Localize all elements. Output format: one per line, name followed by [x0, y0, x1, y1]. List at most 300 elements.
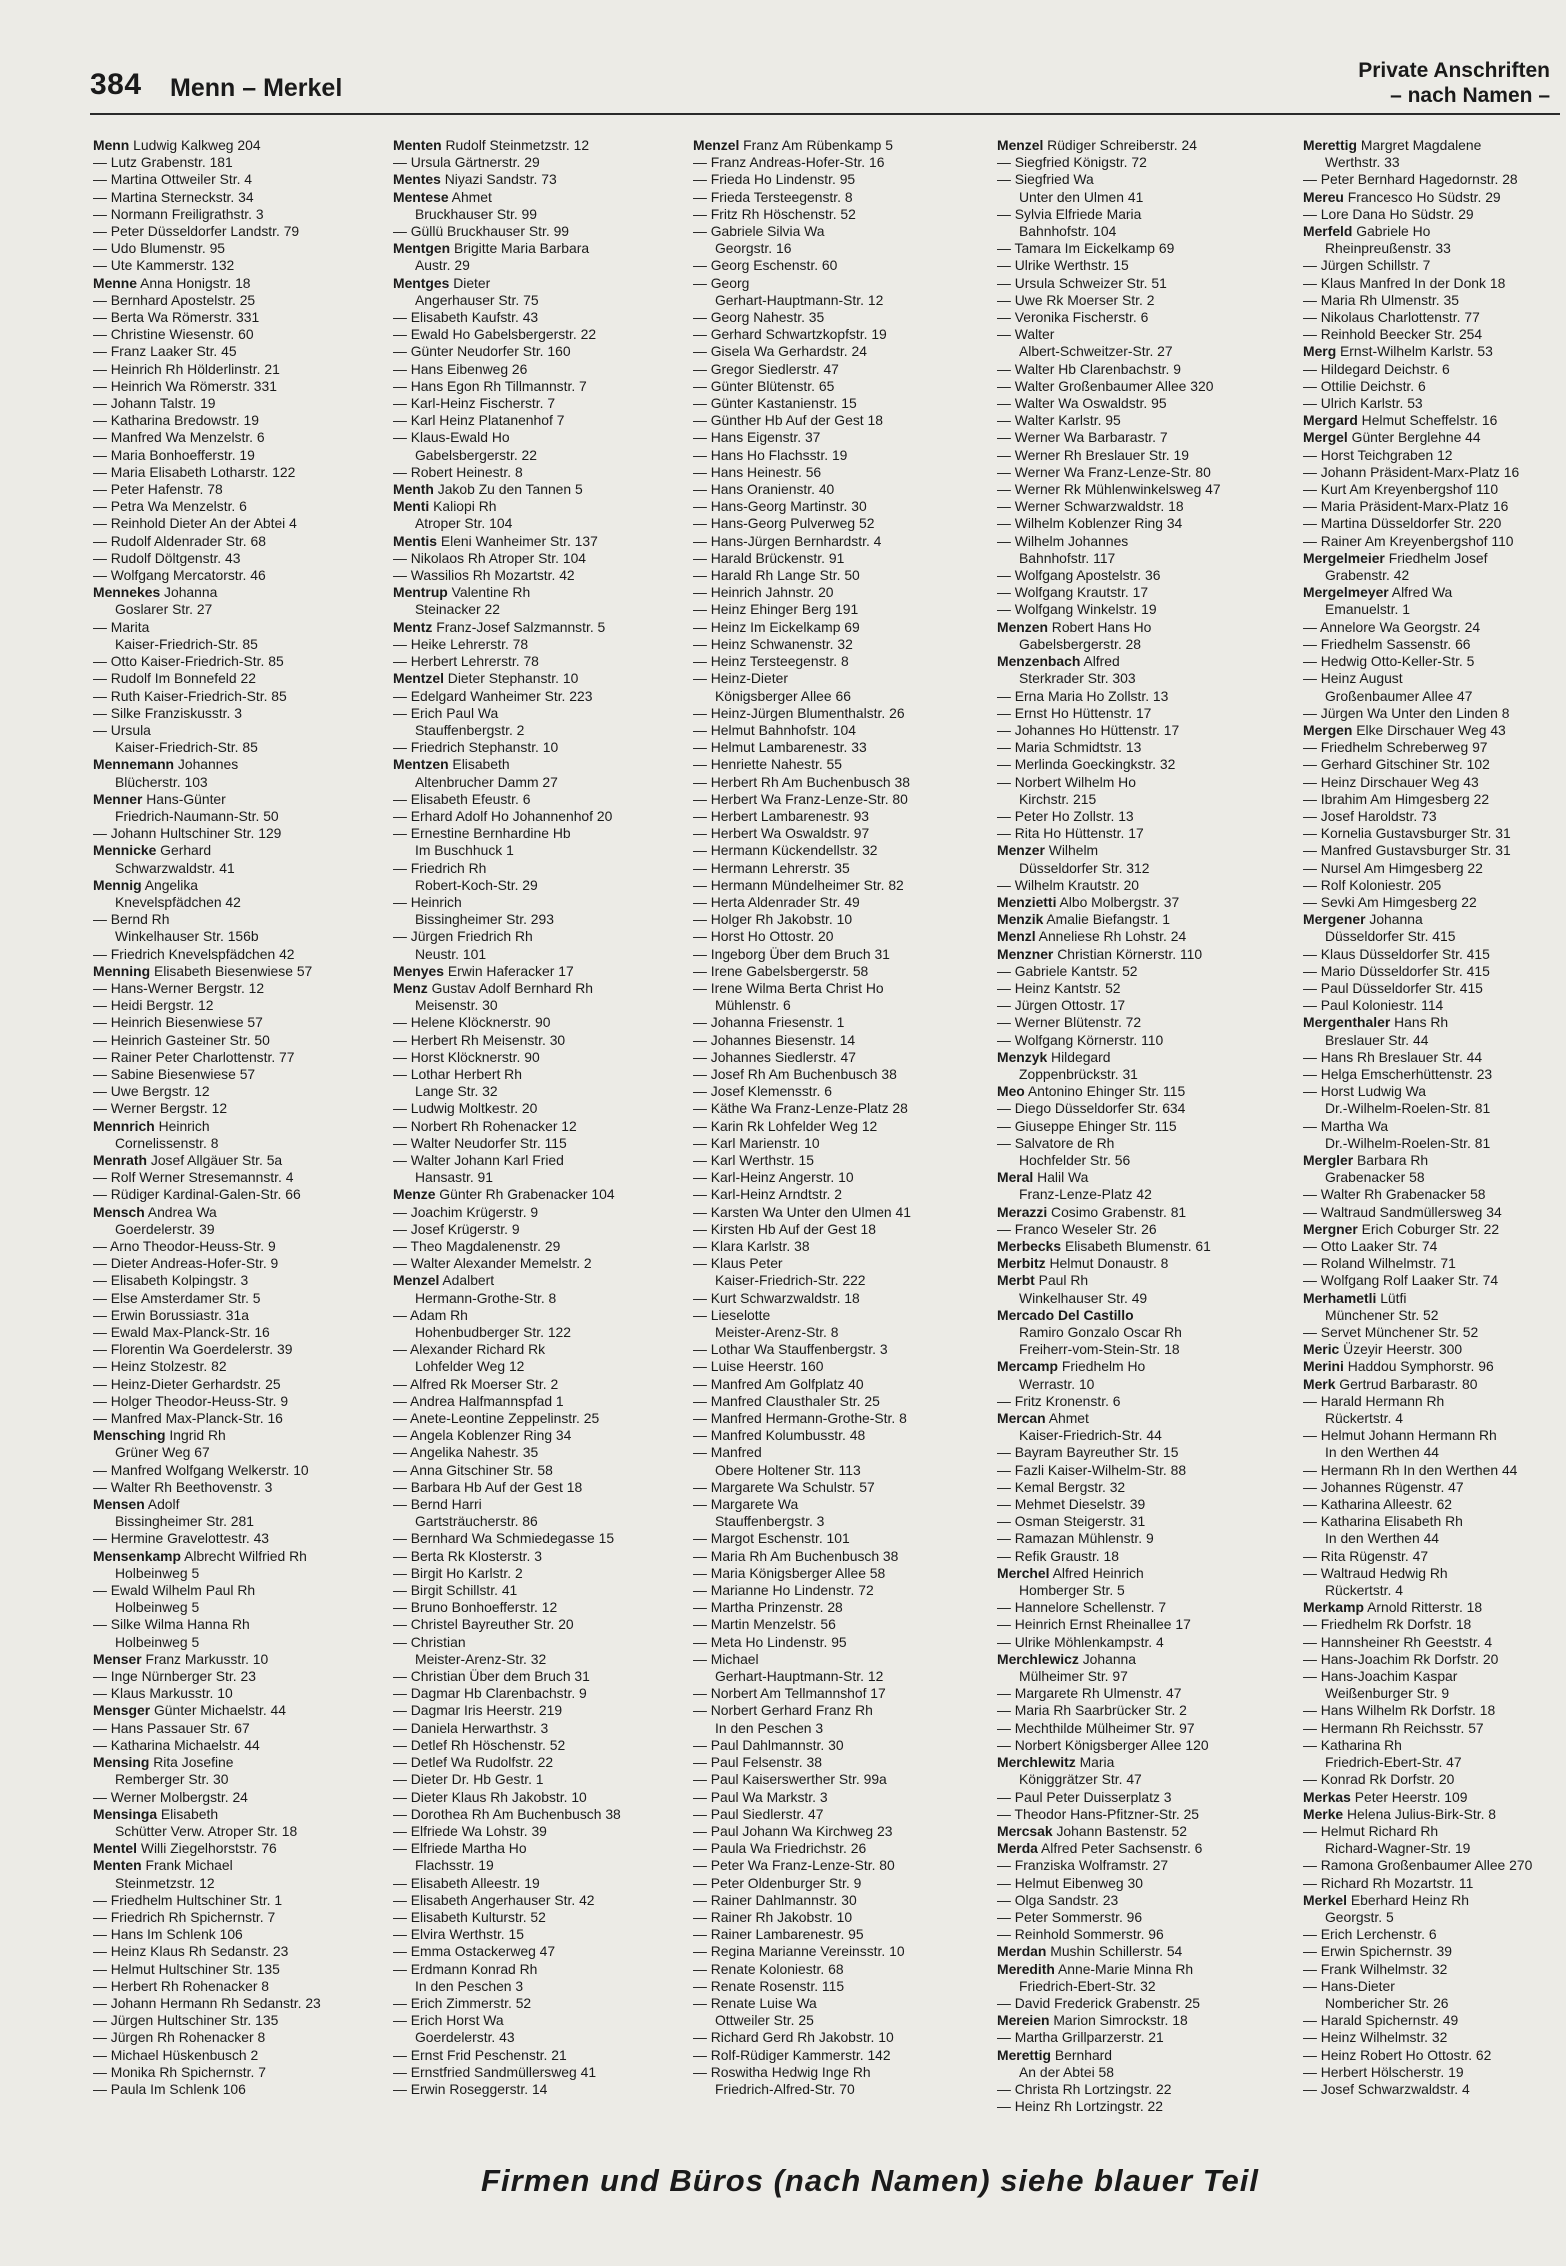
directory-entry: [997, 1771, 1293, 1788]
entry-text: — Rainer Peter Charlottenstr. 77: [93, 1048, 295, 1065]
directory-entry: [693, 1100, 989, 1117]
entry-text: Elke Dirschauer Weg 43: [1352, 721, 1506, 738]
entry-text: — Annelore Wa Georgstr. 24: [1303, 618, 1481, 635]
directory-entry: [997, 533, 1293, 550]
directory-entry: [997, 1427, 1293, 1444]
entry-text: Halil Wa: [1033, 1169, 1089, 1186]
directory-entry: [693, 1014, 989, 1031]
entry-text: — Hermann Rh Reichsstr. 57: [1303, 1719, 1484, 1736]
surname-heading: Mergelmeyer: [1303, 584, 1389, 601]
entry-text: — Fritz Kronenstr. 6: [997, 1392, 1121, 1409]
directory-entry: [93, 1926, 389, 1943]
entry-text: — Andrea Halfmannspfad 1: [393, 1392, 564, 1409]
entry-text: Dr.-Wilhelm-Roelen-Str. 81: [1325, 1134, 1491, 1151]
entry-text: Friedrich-Ebert-Str. 32: [1019, 1977, 1156, 1994]
directory-entry: [93, 997, 389, 1014]
directory-entry: [93, 1754, 389, 1771]
entry-text: Robert Hans Ho: [1047, 618, 1152, 635]
entry-text: — Manfred Clausthaler Str. 25: [693, 1392, 880, 1409]
entry-text: — Hans Eibenweg 26: [393, 360, 528, 377]
entry-text: — Richard Rh Mozartstr. 11: [1303, 1874, 1474, 1891]
directory-entry: [393, 584, 689, 601]
directory-entry: [393, 1204, 689, 1221]
entry-text: — Walter Rh Grabenacker 58: [1303, 1186, 1486, 1203]
directory-entry: [1303, 1255, 1566, 1272]
directory-entry: [693, 1444, 989, 1461]
surname-heading: Mennicke: [93, 842, 157, 859]
entry-text: — Manfred Wolfgang Welkerstr. 10: [93, 1461, 309, 1478]
directory-entry: [693, 378, 989, 395]
entry-text: Goerdelerstr. 39: [115, 1220, 215, 1237]
directory-entry: [997, 1479, 1293, 1496]
directory-entry: [693, 257, 989, 274]
entry-text: — Ruth Kaiser-Friedrich-Str. 85: [93, 687, 287, 704]
entry-text: — Heinz Im Eickelkamp 69: [693, 618, 860, 635]
directory-entry: [693, 1789, 989, 1806]
directory-entry: [393, 171, 689, 188]
entry-text: Helena Julius-Birk-Str. 8: [1343, 1805, 1497, 1822]
directory-entry: [1303, 2029, 1566, 2046]
entry-text: — Silke Wilma Hanna Rh: [93, 1616, 250, 1633]
directory-entry: [1303, 1961, 1566, 1978]
directory-entry: [1303, 1221, 1566, 1238]
directory-entry: [393, 946, 689, 963]
directory-entry: [693, 1720, 989, 1737]
directory-entry: [1303, 980, 1566, 997]
directory-entry: [693, 860, 989, 877]
directory-entry: [693, 1238, 989, 1255]
directory-entry: [997, 1892, 1293, 1909]
entry-text: — Bernhard Wa Schmiedegasse 15: [393, 1530, 615, 1547]
entry-text: — Angela Koblenzer Ring 34: [393, 1427, 572, 1444]
directory-entry: [1303, 1720, 1566, 1737]
directory-entry: [997, 722, 1293, 739]
directory-entry: [1303, 171, 1566, 188]
entry-text: Sterkrader Str. 303: [1019, 670, 1136, 687]
entry-text: — Marita: [93, 618, 150, 635]
surname-heading: Menzen: [997, 618, 1048, 635]
directory-entry: [1303, 464, 1566, 481]
directory-entry: [393, 894, 689, 911]
directory-entry: [997, 1668, 1293, 1685]
entry-text: — Peter Hafenstr. 78: [93, 481, 223, 498]
directory-entry: [393, 1272, 689, 1289]
entry-text: — Siegfried Königstr. 72: [997, 154, 1147, 171]
directory-entry: [997, 1410, 1293, 1427]
entry-text: — Wilhelm Krautstr. 20: [997, 876, 1140, 893]
directory-entry: [693, 842, 989, 859]
directory-entry: [1303, 189, 1566, 206]
directory-entry: [1303, 1995, 1566, 2012]
directory-entry: [997, 1599, 1293, 1616]
entry-text: Heinrich: [154, 1117, 210, 1134]
entry-text: — Maria Schmidtstr. 13: [997, 739, 1142, 756]
entry-text: — Paul Siedlerstr. 47: [693, 1805, 824, 1822]
entry-text: Üzeyir Heerstr. 300: [1339, 1341, 1463, 1358]
surname-heading: Menz: [393, 979, 428, 996]
entry-text: — Horst Klöcknerstr. 90: [393, 1048, 540, 1065]
directory-entry: [1303, 791, 1566, 808]
entry-text: — Hans Rh Breslauer Str. 44: [1303, 1048, 1483, 1065]
directory-entry: [693, 1049, 989, 1066]
entry-text: — Luise Heerstr. 160: [693, 1358, 824, 1375]
directory-entry: [693, 1634, 989, 1651]
entry-text: Bahnhofstr. 117: [1019, 549, 1116, 566]
directory-entry: [1303, 498, 1566, 515]
directory-entry: [1303, 1530, 1566, 1547]
directory-entry: [93, 946, 389, 963]
entry-text: Cosimo Grabenstr. 81: [1047, 1203, 1187, 1220]
entry-text: — Heidi Bergstr. 12: [93, 997, 214, 1014]
entry-text: Paul Rh: [1034, 1272, 1089, 1289]
directory-entry: [1303, 946, 1566, 963]
entry-text: — Maria Elisabeth Lotharstr. 122: [93, 463, 296, 480]
surname-heading: Mensenkamp: [93, 1547, 182, 1564]
entry-text: Kaiser-Friedrich-Str. 85: [115, 635, 258, 652]
entry-text: Frank Michael: [141, 1857, 233, 1874]
directory-entry: [693, 1599, 989, 1616]
entry-text: Friedhelm Josef: [1384, 549, 1488, 566]
directory-entry: [693, 1324, 989, 1341]
directory-entry: [997, 171, 1293, 188]
entry-text: — Veronika Fischerstr. 6: [997, 309, 1149, 326]
directory-entry: [93, 1737, 389, 1754]
directory-entry: [997, 1324, 1293, 1341]
entry-text: Schwarzwaldstr. 41: [115, 859, 235, 876]
directory-entry: [393, 1530, 689, 1547]
directory-entry: [997, 429, 1293, 446]
entry-text: — Bernd Rh: [93, 911, 170, 928]
entry-text: Dieter: [449, 274, 491, 291]
entry-text: — Georg Nahestr. 35: [693, 309, 825, 326]
page-header: [90, 58, 1550, 114]
entry-text: In den Peschen 3: [715, 1719, 824, 1736]
surname-heading: Merkel: [1303, 1891, 1348, 1908]
entry-text: — Johann Hultschiner Str. 129: [93, 825, 282, 842]
directory-entry: [1303, 378, 1566, 395]
surname-heading: Merini: [1303, 1358, 1344, 1375]
entry-text: — Heinz-Jürgen Blumenthalstr. 26: [693, 704, 905, 721]
entry-text: Dr.-Wilhelm-Roelen-Str. 81: [1325, 1100, 1491, 1117]
entry-text: Kaiser-Friedrich-Str. 44: [1019, 1427, 1162, 1444]
entry-text: — Dieter Andreas-Hofer-Str. 9: [93, 1255, 279, 1272]
directory-entry: [1303, 412, 1566, 429]
entry-text: — Waltraud Hedwig Rh: [1303, 1564, 1448, 1581]
directory-entry: [393, 1943, 689, 1960]
surname-heading: Mensch: [93, 1203, 145, 1220]
entry-text: Margret Magdalene: [1357, 137, 1482, 153]
directory-entry: [393, 154, 689, 171]
directory-entry: [393, 1255, 689, 1272]
directory-entry: [693, 601, 989, 618]
directory-entry: [393, 860, 689, 877]
entry-text: Antonino Ehinger Str. 115: [1024, 1083, 1186, 1100]
directory-entry: [393, 275, 689, 292]
entry-text: — Olga Sandstr. 23: [997, 1891, 1119, 1908]
entry-text: Johann Bastenstr. 52: [1052, 1822, 1187, 1839]
directory-entry: [393, 1307, 689, 1324]
entry-text: Rudolf Steinmetzstr. 12: [441, 137, 590, 153]
directory-entry: [693, 808, 989, 825]
entry-text: — Gisela Wa Gerhardstr. 24: [693, 343, 867, 360]
directory-entry: [1303, 1100, 1566, 1117]
entry-text: — Paul Dahlmannstr. 30: [693, 1736, 844, 1753]
entry-text: Rückertstr. 4: [1325, 1582, 1403, 1599]
entry-text: — Dieter Dr. Hb Gestr. 1: [393, 1771, 544, 1788]
entry-text: Jakob Zu den Tannen 5: [433, 481, 583, 498]
entry-text: Steinacker 22: [415, 601, 500, 618]
directory-entry: [93, 601, 389, 618]
surname-heading: Merettig: [1303, 137, 1358, 153]
entry-text: Mühlenstr. 6: [715, 997, 791, 1014]
directory-entry: [393, 1909, 689, 1926]
entry-text: — Salvatore de Rh: [997, 1134, 1115, 1151]
entry-text: — Walter Neudorfer Str. 115: [393, 1134, 567, 1151]
entry-text: — Erwin Spichernstr. 39: [1303, 1943, 1452, 1960]
directory-entry: [393, 429, 689, 446]
entry-text: — Horst Teichgraben 12: [1303, 446, 1453, 463]
entry-text: Steinmetzstr. 12: [115, 1874, 215, 1891]
directory-entry: [693, 1875, 989, 1892]
entry-text: Altenbrucher Damm 27: [415, 773, 558, 790]
entry-text: Münchener Str. 52: [1325, 1306, 1439, 1323]
directory-entry: [997, 1169, 1293, 1186]
directory-entry: [93, 636, 389, 653]
entry-text: — Bernhard Apostelstr. 25: [93, 291, 256, 308]
entry-text: — Hildegard Deichstr. 6: [1303, 360, 1450, 377]
surname-heading: Menten: [93, 1857, 142, 1874]
entry-text: Andrea Wa: [144, 1203, 217, 1220]
directory-entry: [1303, 997, 1566, 1014]
directory-entry: [997, 515, 1293, 532]
directory-entry: [1303, 911, 1566, 928]
directory-entry: [693, 928, 989, 945]
directory-entry: [693, 1668, 989, 1685]
directory-entry: [393, 550, 689, 567]
entry-text: Kaiser-Friedrich-Str. 85: [115, 739, 258, 756]
entry-text: — Hermann Lehrerstr. 35: [693, 859, 850, 876]
directory-entry: [693, 567, 989, 584]
entry-text: — Fritz Rh Höschenstr. 52: [693, 205, 856, 222]
directory-entry: [93, 1875, 389, 1892]
directory-entry: [93, 653, 389, 670]
directory-entry: [997, 1221, 1293, 1238]
directory-entry: [393, 533, 689, 550]
surname-heading: Merazzi: [997, 1203, 1048, 1220]
directory-entry: [1303, 326, 1566, 343]
entry-text: Elisabeth Blumenstr. 61: [1061, 1238, 1211, 1254]
directory-entry: [997, 1496, 1293, 1513]
directory-entry: [997, 808, 1293, 825]
directory-entry: [997, 395, 1293, 412]
entry-text: — Erdmann Konrad Rh: [393, 1960, 538, 1977]
entry-text: — Otto Laaker Str. 74: [1303, 1238, 1438, 1254]
directory-entry: [93, 1943, 389, 1960]
surname-heading: Mergelmeier: [1303, 549, 1385, 566]
directory-entry: [93, 791, 389, 808]
entry-text: — Johanna Friesenstr. 1: [693, 1014, 845, 1031]
entry-text: — Roswitha Hedwig Inge Rh: [693, 2063, 871, 2080]
directory-entry: [693, 2081, 989, 2098]
directory-entry: [393, 567, 689, 584]
entry-text: — Rolf Koloniestr. 205: [1303, 876, 1442, 893]
entry-text: — Hans-Jürgen Bernhardstr. 4: [693, 532, 882, 549]
directory-entry: [997, 137, 1293, 154]
directory-entry: [693, 1152, 989, 1169]
listing-column-5: [1303, 137, 1566, 2098]
entry-text: — Dagmar Iris Heerstr. 219: [393, 1702, 563, 1719]
entry-text: Gerhard: [156, 842, 212, 859]
directory-entry: [693, 326, 989, 343]
directory-entry: [693, 1857, 989, 1874]
entry-text: — Heinz Wilhelmstr. 32: [1303, 2029, 1448, 2046]
entry-text: — Herbert Wa Oswaldstr. 97: [693, 825, 870, 842]
surname-heading: Mennig: [93, 876, 142, 893]
directory-entry: [1303, 1358, 1566, 1375]
directory-entry: [1303, 963, 1566, 980]
directory-entry: [93, 1100, 389, 1117]
entry-text: — Joachim Krügerstr. 9: [393, 1203, 539, 1220]
entry-text: Haddou Symphorstr. 96: [1343, 1358, 1494, 1375]
surname-heading: Menzyk: [997, 1048, 1048, 1065]
entry-text: Alfred Peter Sachsenstr. 6: [1037, 1840, 1203, 1857]
entry-text: Rückertstr. 4: [1325, 1410, 1403, 1427]
directory-entry: [393, 1393, 689, 1410]
entry-text: — Mario Düsseldorfer Str. 415: [1303, 962, 1490, 979]
entry-text: — Wolfgang Krautstr. 17: [997, 584, 1149, 601]
entry-text: — Kurt Am Kreyenbergshof 110: [1303, 481, 1499, 498]
entry-text: — Heinz-Dieter Gerhardstr. 25: [93, 1375, 281, 1392]
surname-heading: Menn: [93, 137, 130, 153]
directory-entry: [693, 774, 989, 791]
entry-text: — Lore Dana Ho Südstr. 29: [1303, 205, 1474, 222]
entry-text: Rüdiger Schreiberstr. 24: [1043, 137, 1197, 153]
surname-heading: Mentes: [393, 171, 441, 188]
entry-text: Ottweiler Str. 25: [715, 2012, 814, 2029]
directory-entry: [997, 1204, 1293, 1221]
entry-text: — Walter Johann Karl Fried: [393, 1151, 564, 1168]
entry-text: Meister-Arenz-Str. 32: [415, 1650, 547, 1667]
entry-text: — Refik Graustr. 18: [997, 1547, 1119, 1564]
directory-entry: [693, 653, 989, 670]
entry-text: — Paul Koloniestr. 114: [1303, 997, 1444, 1014]
directory-entry: [393, 1496, 689, 1513]
entry-text: Günter Michaelstr. 44: [150, 1702, 287, 1719]
entry-text: — Günter Blütenstr. 65: [693, 377, 835, 394]
directory-entry: [1303, 1032, 1566, 1049]
entry-text: — Kemal Bergstr. 32: [997, 1478, 1126, 1495]
entry-text: Richard-Wagner-Str. 19: [1325, 1840, 1471, 1857]
directory-entry: [997, 498, 1293, 515]
page-number: 384: [90, 68, 142, 101]
entry-text: Remberger Str. 30: [115, 1771, 229, 1788]
entry-text: — Hans-Georg Pulverweg 52: [693, 515, 875, 532]
surname-heading: Mercsak: [997, 1822, 1053, 1839]
entry-text: — Manfred Max-Planck-Str. 16: [93, 1410, 283, 1427]
entry-text: — Günther Hb Auf der Gest 18: [693, 412, 883, 429]
directory-entry: [393, 774, 689, 791]
directory-entry: [93, 309, 389, 326]
entry-text: — Elisabeth Alleestr. 19: [393, 1874, 540, 1891]
entry-text: — Nikolaus Charlottenstr. 77: [1303, 309, 1480, 326]
directory-entry: [1303, 1651, 1566, 1668]
entry-text: — Walter Rh Beethovenstr. 3: [93, 1478, 273, 1495]
surname-heading: Mensger: [93, 1702, 151, 1719]
entry-text: — Walter Großenbaumer Allee 320: [997, 377, 1214, 394]
directory-entry: [693, 911, 989, 928]
directory-entry: [1303, 2012, 1566, 2029]
entry-text: — Peter Düsseldorfer Landstr. 79: [93, 223, 300, 240]
directory-entry: [1303, 1118, 1566, 1135]
entry-text: — Gerhard Gitschiner Str. 102: [1303, 756, 1490, 773]
directory-entry: [393, 1702, 689, 1719]
directory-entry: [997, 1961, 1293, 1978]
entry-text: In den Werthen 44: [1325, 1530, 1440, 1547]
directory-entry: [997, 1032, 1293, 1049]
surname-heading: Merettig: [997, 2046, 1052, 2063]
directory-entry: [1303, 1806, 1566, 1823]
directory-entry: [693, 2012, 989, 2029]
entry-text: — Heinrich Jahnstr. 20: [693, 584, 834, 601]
directory-entry: [693, 464, 989, 481]
directory-entry: [393, 464, 689, 481]
entry-text: — Johannes Rügenstr. 47: [1303, 1478, 1464, 1495]
directory-entry: [93, 1341, 389, 1358]
directory-entry: [93, 688, 389, 705]
directory-entry: [1303, 1737, 1566, 1754]
entry-text: — Hannsheiner Rh Geeststr. 4: [1303, 1633, 1493, 1650]
entry-text: — Josef Krügerstr. 9: [393, 1220, 520, 1237]
entry-text: Anna Honigstr. 18: [137, 274, 251, 291]
entry-text: Willi Ziegelhorststr. 76: [137, 1840, 277, 1857]
directory-entry: [997, 1255, 1293, 1272]
entry-text: — Manfred Am Golfplatz 40: [693, 1375, 864, 1392]
entry-text: Helmut Donaustr. 8: [1045, 1255, 1169, 1272]
directory-entry: [1303, 1840, 1566, 1857]
entry-text: — Normann Freiligrathstr. 3: [93, 205, 264, 222]
entry-text: Peter Heerstr. 109: [1350, 1788, 1468, 1805]
directory-entry: [1303, 705, 1566, 722]
surname-heading: Mennekes: [93, 584, 161, 601]
directory-entry: [1303, 688, 1566, 705]
directory-entry: [997, 1358, 1293, 1375]
directory-entry: [693, 1393, 989, 1410]
directory-entry: [93, 1238, 389, 1255]
entry-text: Gabriele Ho: [1352, 223, 1431, 240]
directory-entry: [693, 1702, 989, 1719]
directory-entry: [393, 1410, 689, 1427]
directory-entry: [393, 688, 689, 705]
directory-entry: [997, 223, 1293, 240]
directory-entry: [1303, 1238, 1566, 1255]
directory-entry: [693, 1376, 989, 1393]
entry-text: Hansastr. 91: [415, 1169, 493, 1186]
directory-entry: [693, 670, 989, 687]
surname-heading: Menning: [93, 962, 151, 979]
directory-entry: [997, 2081, 1293, 2098]
entry-text: — Bernd Harri: [393, 1496, 482, 1513]
directory-entry: [1303, 1186, 1566, 1203]
entry-text: Meister-Arenz-Str. 8: [715, 1324, 839, 1341]
directory-entry: [997, 1272, 1293, 1289]
directory-entry: [693, 171, 989, 188]
entry-text: — Otto Kaiser-Friedrich-Str. 85: [93, 653, 284, 670]
directory-entry: [393, 1806, 689, 1823]
entry-text: — Elisabeth Efeustr. 6: [393, 790, 531, 807]
surname-heading: Menzl: [997, 928, 1036, 945]
directory-entry: [997, 1582, 1293, 1599]
directory-entry: [997, 343, 1293, 360]
